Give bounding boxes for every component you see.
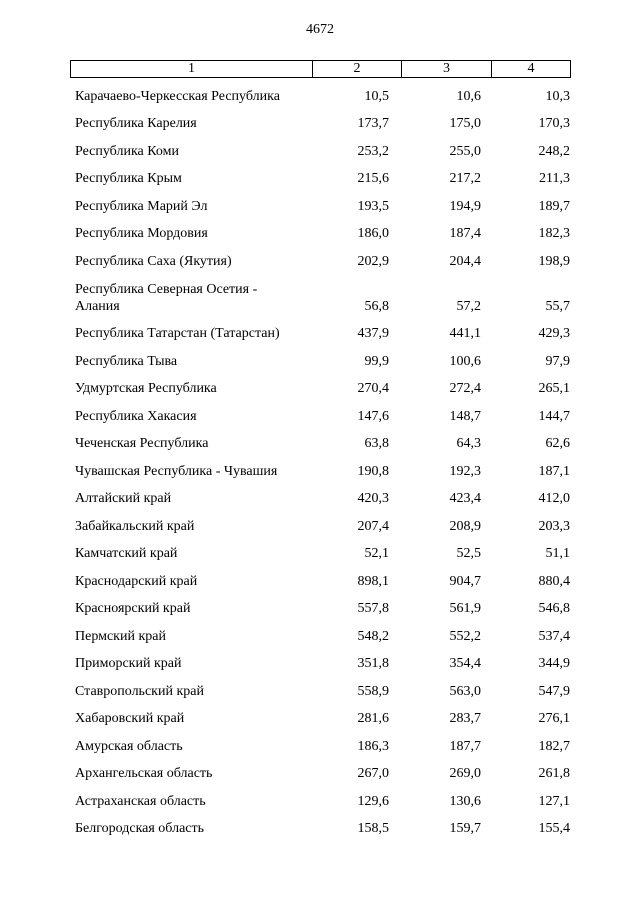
column-header-2: 2 — [313, 61, 402, 78]
region-name: Республика Северная Осетия - Алания — [75, 281, 258, 314]
region-name: Белгородская область — [75, 821, 205, 836]
region-name: Удмуртская Республика — [75, 381, 217, 396]
value-col-3: 208,9 — [449, 518, 481, 534]
table-row — [0, 760, 640, 788]
value-col-4: 189,7 — [538, 198, 570, 214]
value-col-3: 192,3 — [449, 463, 481, 479]
value-col-3: 552,2 — [449, 628, 481, 644]
table-row — [0, 485, 640, 513]
table-row — [0, 402, 640, 430]
value-col-3: 272,4 — [449, 381, 481, 396]
value-col-4: 97,9 — [545, 353, 570, 369]
region-name: Хабаровский край — [75, 711, 185, 726]
value-col-2: 558,9 — [357, 683, 389, 699]
region-name: Приморский край — [75, 656, 182, 671]
region-name: Республика Крым — [75, 171, 182, 186]
region-name: Чувашская Республика - Чувашия — [75, 463, 278, 479]
value-col-2: 207,4 — [357, 518, 389, 534]
value-col-4: 182,7 — [538, 738, 570, 754]
table-row — [0, 347, 640, 375]
value-col-3: 100,6 — [449, 353, 481, 369]
value-col-4: 537,4 — [538, 628, 570, 644]
value-col-2: 186,0 — [357, 226, 389, 241]
value-col-3: 187,7 — [449, 738, 481, 754]
value-col-4: 198,9 — [538, 253, 570, 269]
column-header-3: 3 — [402, 61, 492, 78]
value-col-2: 186,3 — [357, 738, 389, 754]
value-col-4: 170,3 — [538, 116, 570, 131]
value-col-3: 283,7 — [449, 711, 481, 726]
column-header-4: 4 — [492, 61, 571, 78]
value-col-2: 52,1 — [364, 546, 389, 561]
column-header-1: 1 — [71, 61, 313, 78]
region-name: Республика Тыва — [75, 353, 178, 369]
region-name: Республика Коми — [75, 143, 179, 159]
table-row — [0, 320, 640, 348]
value-col-2: 202,9 — [357, 253, 389, 269]
table-row — [0, 732, 640, 760]
region-name: Республика Саха (Якутия) — [75, 253, 232, 269]
table-row — [0, 622, 640, 650]
region-name: Республика Хакасия — [75, 408, 197, 424]
region-name: Карачаево-Черкесская Республика — [75, 88, 280, 104]
value-col-4: 211,3 — [539, 171, 570, 186]
value-col-2: 557,8 — [357, 601, 389, 616]
region-name: Республика Марий Эл — [75, 198, 208, 214]
value-col-4: 429,3 — [538, 326, 570, 341]
value-col-2: 129,6 — [357, 793, 389, 809]
value-col-2: 898,1 — [357, 573, 389, 589]
value-col-2: 173,7 — [357, 116, 389, 131]
table-row — [0, 705, 640, 733]
value-col-4: 412,0 — [538, 491, 570, 506]
table-row — [0, 650, 640, 678]
value-col-3: 423,4 — [449, 491, 481, 506]
value-col-4: 203,3 — [538, 518, 570, 534]
region-name: Республика Татарстан (Татарстан) — [75, 326, 280, 341]
value-col-2: 147,6 — [357, 408, 389, 424]
value-col-2: 437,9 — [357, 326, 389, 341]
table-row — [0, 677, 640, 705]
table-row — [0, 540, 640, 568]
value-col-4: 344,9 — [538, 656, 570, 671]
value-col-4: 546,8 — [538, 601, 570, 616]
value-col-2: 548,2 — [357, 628, 389, 644]
table-row — [0, 815, 640, 843]
region-name: Краснодарский край — [75, 573, 198, 589]
value-col-3: 441,1 — [449, 326, 481, 341]
value-col-3: 217,2 — [449, 171, 481, 186]
region-name: Чеченская Республика — [75, 436, 209, 451]
page-number: 4672 — [306, 22, 334, 37]
value-col-4: 547,9 — [538, 683, 570, 699]
table-row — [0, 787, 640, 815]
table-row — [0, 247, 640, 275]
table-row — [0, 430, 640, 458]
value-col-3: 57,2 — [456, 298, 481, 314]
table-row — [0, 220, 640, 248]
table-row — [0, 595, 640, 623]
value-col-3: 64,3 — [456, 436, 481, 451]
value-col-2: 158,5 — [357, 821, 389, 836]
table-row — [0, 137, 640, 165]
value-col-2: 351,8 — [357, 656, 389, 671]
region-name: Амурская область — [75, 738, 183, 754]
value-col-2: 420,3 — [357, 491, 389, 506]
table-row — [0, 567, 640, 595]
table-header — [70, 60, 571, 78]
value-col-4: 261,8 — [538, 766, 570, 781]
value-col-4: 55,7 — [545, 298, 570, 314]
value-col-4: 155,4 — [538, 821, 570, 836]
value-col-4: 182,3 — [538, 226, 570, 241]
value-col-4: 144,7 — [538, 408, 570, 424]
table-row — [0, 375, 640, 403]
region-name: Пермский край — [75, 628, 166, 644]
value-col-2: 63,8 — [364, 436, 389, 451]
value-col-3: 563,0 — [449, 683, 481, 699]
value-col-3: 10,6 — [456, 88, 481, 104]
value-col-4: 265,1 — [538, 381, 570, 396]
value-col-2: 253,2 — [357, 143, 389, 159]
value-col-4: 248,2 — [538, 143, 570, 159]
table-row — [0, 165, 640, 193]
value-col-2: 10,5 — [364, 88, 389, 104]
value-col-2: 270,4 — [357, 381, 389, 396]
region-name: Алтайский край — [75, 491, 172, 506]
region-name: Красноярский край — [75, 601, 191, 616]
value-col-3: 354,4 — [449, 656, 481, 671]
value-col-2: 56,8 — [364, 298, 389, 314]
region-name: Ставропольский край — [75, 683, 204, 699]
value-col-3: 255,0 — [449, 143, 481, 159]
value-col-2: 190,8 — [357, 463, 389, 479]
value-col-3: 159,7 — [449, 821, 481, 836]
value-col-2: 281,6 — [357, 711, 389, 726]
value-col-3: 561,9 — [449, 601, 481, 616]
value-col-2: 99,9 — [364, 353, 389, 369]
region-name: Республика Мордовия — [75, 226, 208, 241]
value-col-4: 276,1 — [538, 711, 570, 726]
region-name: Астраханская область — [75, 793, 206, 809]
table-row — [0, 110, 640, 138]
value-col-3: 904,7 — [449, 573, 481, 589]
region-name: Забайкальский край — [75, 518, 195, 534]
table-row — [0, 512, 640, 540]
value-col-4: 62,6 — [545, 436, 570, 451]
value-col-3: 269,0 — [449, 766, 481, 781]
value-col-4: 10,3 — [545, 88, 570, 104]
value-col-4: 51,1 — [545, 546, 570, 561]
value-col-2: 193,5 — [357, 198, 389, 214]
table-row — [0, 457, 640, 485]
value-col-3: 194,9 — [449, 198, 481, 214]
value-col-4: 880,4 — [538, 573, 570, 589]
table-row — [0, 275, 640, 320]
table-row — [0, 192, 640, 220]
table-row — [0, 82, 640, 110]
value-col-3: 187,4 — [449, 226, 481, 241]
value-col-2: 267,0 — [357, 766, 389, 781]
value-col-4: 127,1 — [538, 793, 570, 809]
value-col-3: 204,4 — [449, 253, 481, 269]
value-col-2: 215,6 — [357, 171, 389, 186]
value-col-3: 52,5 — [456, 546, 481, 561]
region-name: Архангельская область — [75, 766, 213, 781]
value-col-3: 175,0 — [449, 116, 481, 131]
table-body — [0, 82, 640, 842]
value-col-3: 148,7 — [449, 408, 481, 424]
value-col-3: 130,6 — [449, 793, 481, 809]
region-name: Республика Карелия — [75, 116, 197, 131]
region-name: Камчатский край — [75, 546, 178, 561]
value-col-4: 187,1 — [538, 463, 570, 479]
